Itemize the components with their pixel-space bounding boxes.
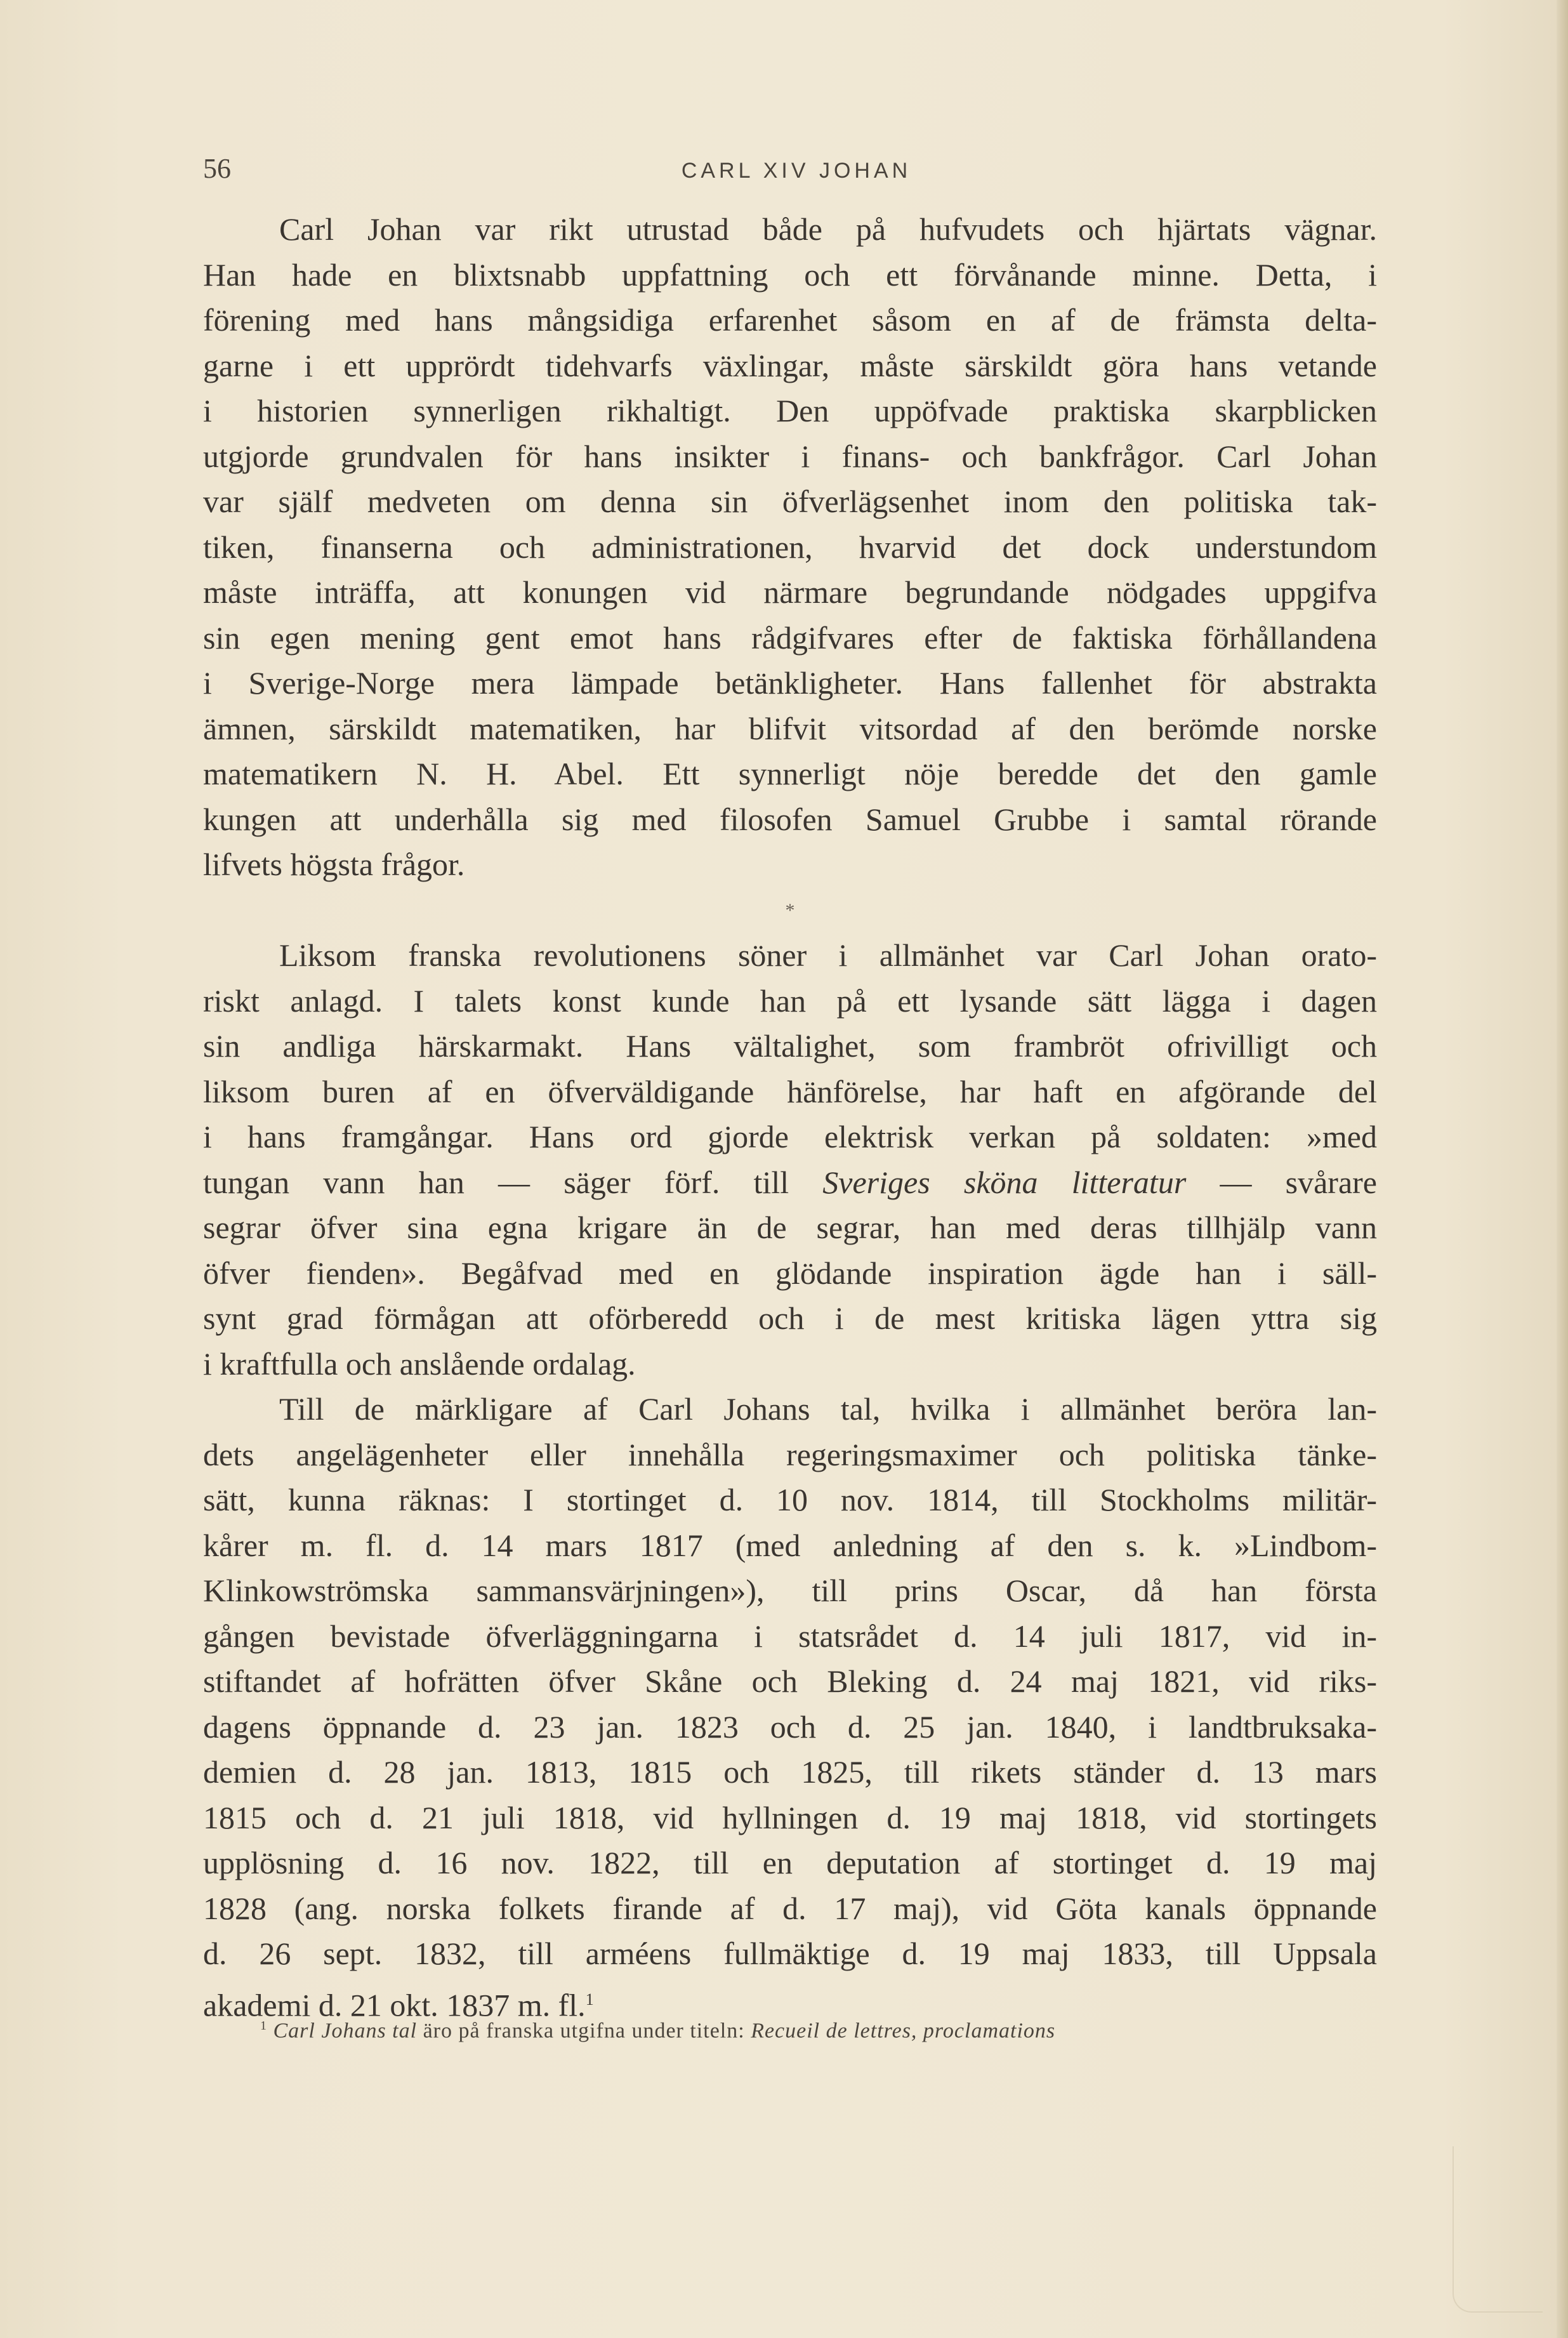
text-line: kårer m. fl. d. 14 mars 1817 (med anledning af den s. k. »Lindbom- bbox=[203, 1527, 1377, 1563]
footnote-reference[interactable]: 1 bbox=[585, 1990, 594, 2009]
text-line: var själf medveten om denna sin öfverlägsenhet inom den politiska tak- bbox=[203, 484, 1377, 519]
page-number: 56 bbox=[203, 153, 231, 184]
text-line: Liksom franska revolutionens söner i allmänhet var Carl Johan orato- bbox=[279, 937, 1377, 973]
text-line: segrar öfver sina egna krigare än de segrar, han med deras tillhjälp vann bbox=[203, 1210, 1377, 1245]
text-segment: tungan vann han — säger förf. till bbox=[203, 1164, 823, 1200]
text-line: öfver fienden». Begåfvad med en glödande inspiration ägde han i säll- bbox=[203, 1255, 1377, 1291]
text-line: d. 26 sept. 1832, till arméens fullmäktige d. 19 maj 1833, till Uppsala bbox=[203, 1936, 1377, 1971]
text-line: demien d. 28 jan. 1813, 1815 och 1825, till rikets ständer d. 13 mars bbox=[203, 1754, 1377, 1790]
text-line: 1815 och d. 21 juli 1818, vid hyllningen d. 19 maj 1818, vid stortingets bbox=[203, 1799, 1377, 1835]
running-title: CARL XIV JOHAN bbox=[681, 159, 912, 183]
footnote-marker: 1 bbox=[260, 2019, 267, 2033]
page-header bbox=[203, 152, 1390, 190]
text-line: stiftandet af hofrätten öfver Skåne och Bleking d. 24 maj 1821, vid riks- bbox=[203, 1663, 1377, 1699]
text-segment: — svårare bbox=[1186, 1164, 1377, 1200]
text-line: sin egen mening gent emot hans rådgifvares efter de faktiska förhållandena bbox=[203, 619, 1377, 656]
text-line: Till de märkligare af Carl Johans tal, hvilka i allmänhet beröra lan- bbox=[279, 1391, 1377, 1427]
body-text bbox=[203, 207, 1377, 2022]
text-line: i Sverige-Norge mera lämpade betänkligheter. Hans fallenhet för abstrakta bbox=[203, 665, 1377, 701]
text-line: dagens öppnande d. 23 jan. 1823 och d. 25 jan. 1840, i landtbruksaka- bbox=[203, 1708, 1377, 1745]
text-line: liksom buren af en öfverväldigande hänförelse, har haft en afgörande del bbox=[203, 1073, 1377, 1109]
paragraph-1 bbox=[203, 207, 1377, 888]
text-line: Han hade en blixtsnabb uppfattning och ett förvånande minne. Detta, i bbox=[203, 256, 1377, 293]
text-line: riskt anlagd. I talets konst kunde han på ett lysande sätt lägga i dagen bbox=[203, 982, 1377, 1019]
text-line: gången bevistade öfverläggningarna i statsrådet d. 14 juli 1817, vid in- bbox=[203, 1618, 1377, 1654]
text-line: upplösning d. 16 nov. 1822, till en deputation af stortinget d. 19 maj bbox=[203, 1845, 1377, 1880]
paragraph-2 bbox=[203, 933, 1377, 1387]
text-line: i historien synnerligen rikhaltigt. Den uppöfvade praktiska skarpblicken bbox=[203, 393, 1377, 428]
page-edge bbox=[1557, 0, 1568, 2338]
text-line: ämnen, särskildt matematiken, har blifvit vitsordad af den berömde norske bbox=[203, 710, 1377, 746]
footnote bbox=[260, 2012, 1377, 2045]
text-line: sätt, kunna räknas: I stortinget d. 10 nov. 1814, till Stockholms militär- bbox=[203, 1482, 1377, 1517]
text-line: dets angelägenheter eller innehålla regeringsmaximer och politiska tänke- bbox=[203, 1436, 1377, 1472]
text-line: matematikern N. H. Abel. Ett synnerligt nöje beredde det den gamle bbox=[203, 756, 1377, 791]
book-title-italic: Sveriges sköna litteratur bbox=[822, 1164, 1187, 1200]
text-line: sin andliga härskarmakt. Hans vältalighet, som frambröt ofrivilligt och bbox=[203, 1028, 1377, 1064]
text-line: Klinkowströmska sammansvärjningen»), till prins Oscar, då han första bbox=[203, 1573, 1377, 1608]
text-line: förening med hans mångsidiga erfarenhet såsom en af de främsta delta- bbox=[203, 302, 1377, 338]
text-line: måste inträffa, att konungen vid närmare begrundande nödgades uppgifva bbox=[203, 574, 1377, 610]
text-line: tiken, finanserna och administrationen, hvarvid det dock understundom bbox=[203, 529, 1377, 565]
text-line: 1828 (ang. norska folkets firande af d. 17 maj), vid Göta kanals öppnande bbox=[203, 1890, 1377, 1926]
text-line: synt grad förmågan att oförberedd och i de mest kritiska lägen yttra sig bbox=[203, 1300, 1377, 1336]
paragraph-3 bbox=[203, 1387, 1377, 2022]
footnote-italic-work: Recueil de lettres, proclamations bbox=[751, 2019, 1056, 2043]
text-line: i hans framgångar. Hans ord gjorde elektrisk verkan på soldaten: »med bbox=[203, 1119, 1377, 1154]
text-line: lifvets högsta frågor. bbox=[203, 847, 465, 882]
text-line: i kraftfulla och anslående ordalag. bbox=[203, 1345, 636, 1382]
text-segment: akademi d. 21 okt. 1837 m. fl. bbox=[203, 1987, 586, 2023]
text-line: Carl Johan var rikt utrustad både på hufvudets och hjärtats vägnar. bbox=[279, 211, 1377, 247]
footnote-italic-title: Carl Johans tal bbox=[273, 2019, 418, 2043]
section-asterism: * bbox=[785, 899, 795, 921]
text-line-with-title bbox=[203, 1160, 1377, 1206]
text-line: kungen att underhålla sig med filosofen Samuel Grubbe i samtal rörande bbox=[203, 801, 1377, 837]
text-line: utgjorde grundvalen för hans insikter i finans- och bankfrågor. Carl Johan bbox=[203, 438, 1377, 474]
footnote-text: äro på franska utgifna under titeln: bbox=[417, 2019, 751, 2043]
text-line: garne i ett upprördt tidehvarfs växlingar, måste särskildt göra hans vetande bbox=[203, 347, 1377, 383]
page-corner-mark bbox=[1453, 2146, 1543, 2313]
